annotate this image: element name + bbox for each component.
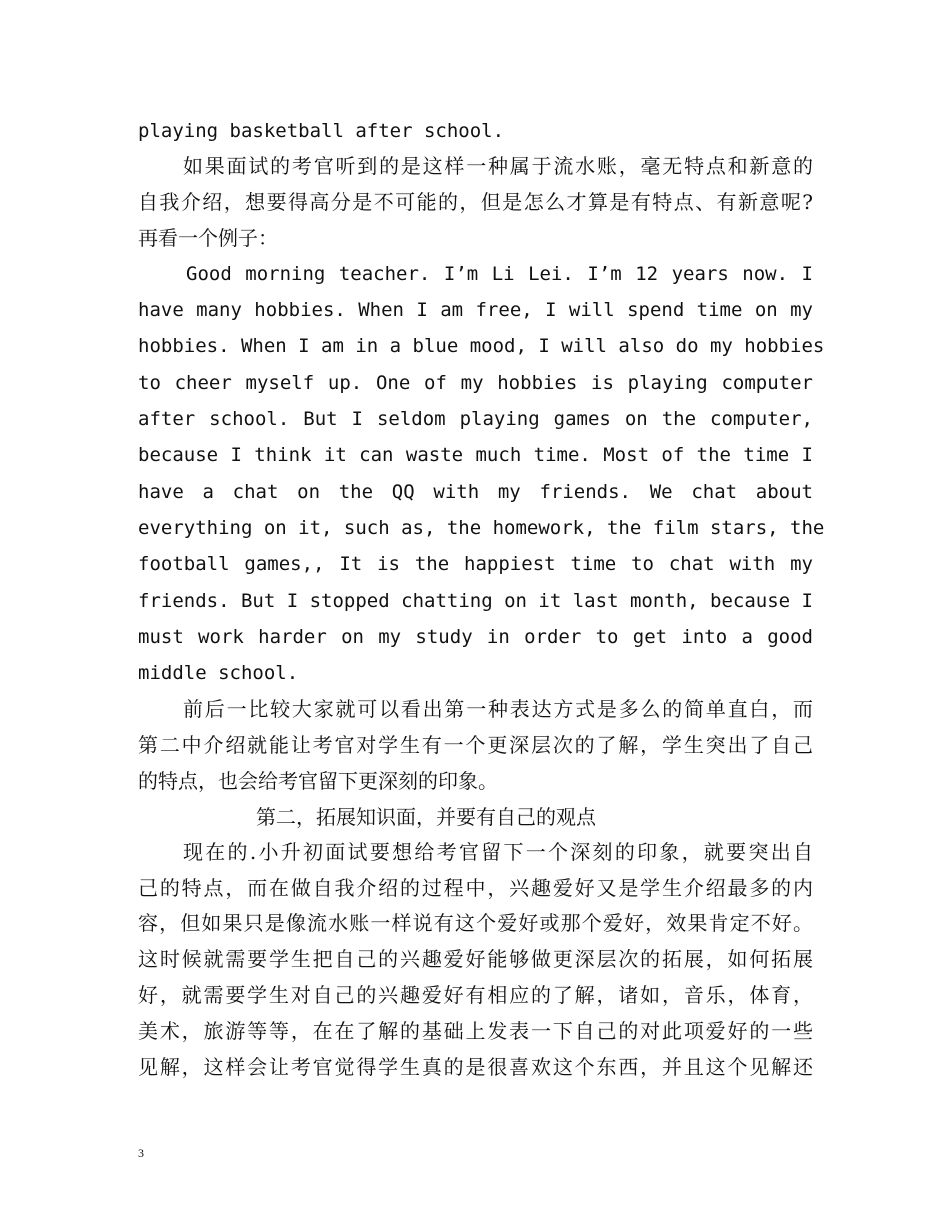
text-line: 现在的.小升初面试要想给考官留下一个深刻的印象，就要突出自 [183, 840, 813, 864]
text-line: 好，就需要学生对自己的兴趣爱好有相应的了解，诸如，音乐，体育， [138, 983, 813, 1007]
text-line: 第二中介绍就能让考官对学生有一个更深层次的了解，学生突出了自己 [138, 733, 813, 757]
text-line: because I think it can waste much time. Most of the time I [138, 444, 813, 466]
text-line: 如果面试的考官听到的是这样一种属于流水账，毫无特点和新意的 [183, 154, 813, 178]
page-number: 3 [138, 1146, 144, 1160]
text-line: friends. But I stopped chatting on it last month, because I [138, 590, 813, 612]
text-line: 见解，这样会让考官觉得学生真的是很喜欢这个东西，并且这个见解还 [138, 1055, 813, 1079]
text-line: 自我介绍，想要得高分是不可能的，但是怎么才算是有特点、有新意呢? [138, 190, 813, 214]
text-line: 容，但如果只是像流水账一样说有这个爱好或那个爱好，效果肯定不好。 [138, 911, 813, 935]
text-line: Good morning teacher. I’m Li Lei. I’m 12 years now. I [186, 263, 813, 285]
text-line: playing basketball after school. [138, 120, 505, 142]
text-line: 己的特点，而在做自我介绍的过程中，兴趣爱好又是学生介绍最多的内 [138, 876, 813, 900]
text-line: everything on it, such as, the homework, the film stars, the [138, 517, 825, 539]
text-line: football games,, It is the happiest time to chat with my [138, 553, 813, 575]
text-line: 的特点，也会给考官留下更深刻的印象。 [138, 769, 498, 793]
section-heading: 第二，拓展知识面，并要有自己的观点 [256, 805, 596, 829]
text-line: have many hobbies. When I am free, I will spend time on my [138, 299, 813, 321]
text-line: 这时候就需要学生把自己的兴趣爱好能够做更深层次的拓展，如何拓展 [138, 947, 813, 971]
text-line: to cheer myself up. One of my hobbies is playing computer [138, 372, 813, 394]
text-line: 前后一比较大家就可以看出第一种表达方式是多么的简单直白，而 [183, 697, 813, 721]
text-line: 再看一个例子： [138, 226, 278, 250]
text-line: middle school. [138, 662, 299, 684]
text-line: hobbies. When I am in a blue mood, I will also do my hobbies [138, 335, 825, 357]
text-line: after school. But I seldom playing games on the computer, [138, 408, 813, 430]
text-line: 美术，旅游等等，在在了解的基础上发表一下自己的对此项爱好的一些 [138, 1019, 813, 1043]
text-line: must work harder on my study in order to get into a good [138, 626, 813, 648]
text-line: have a chat on the QQ with my friends. We chat about [138, 481, 813, 503]
